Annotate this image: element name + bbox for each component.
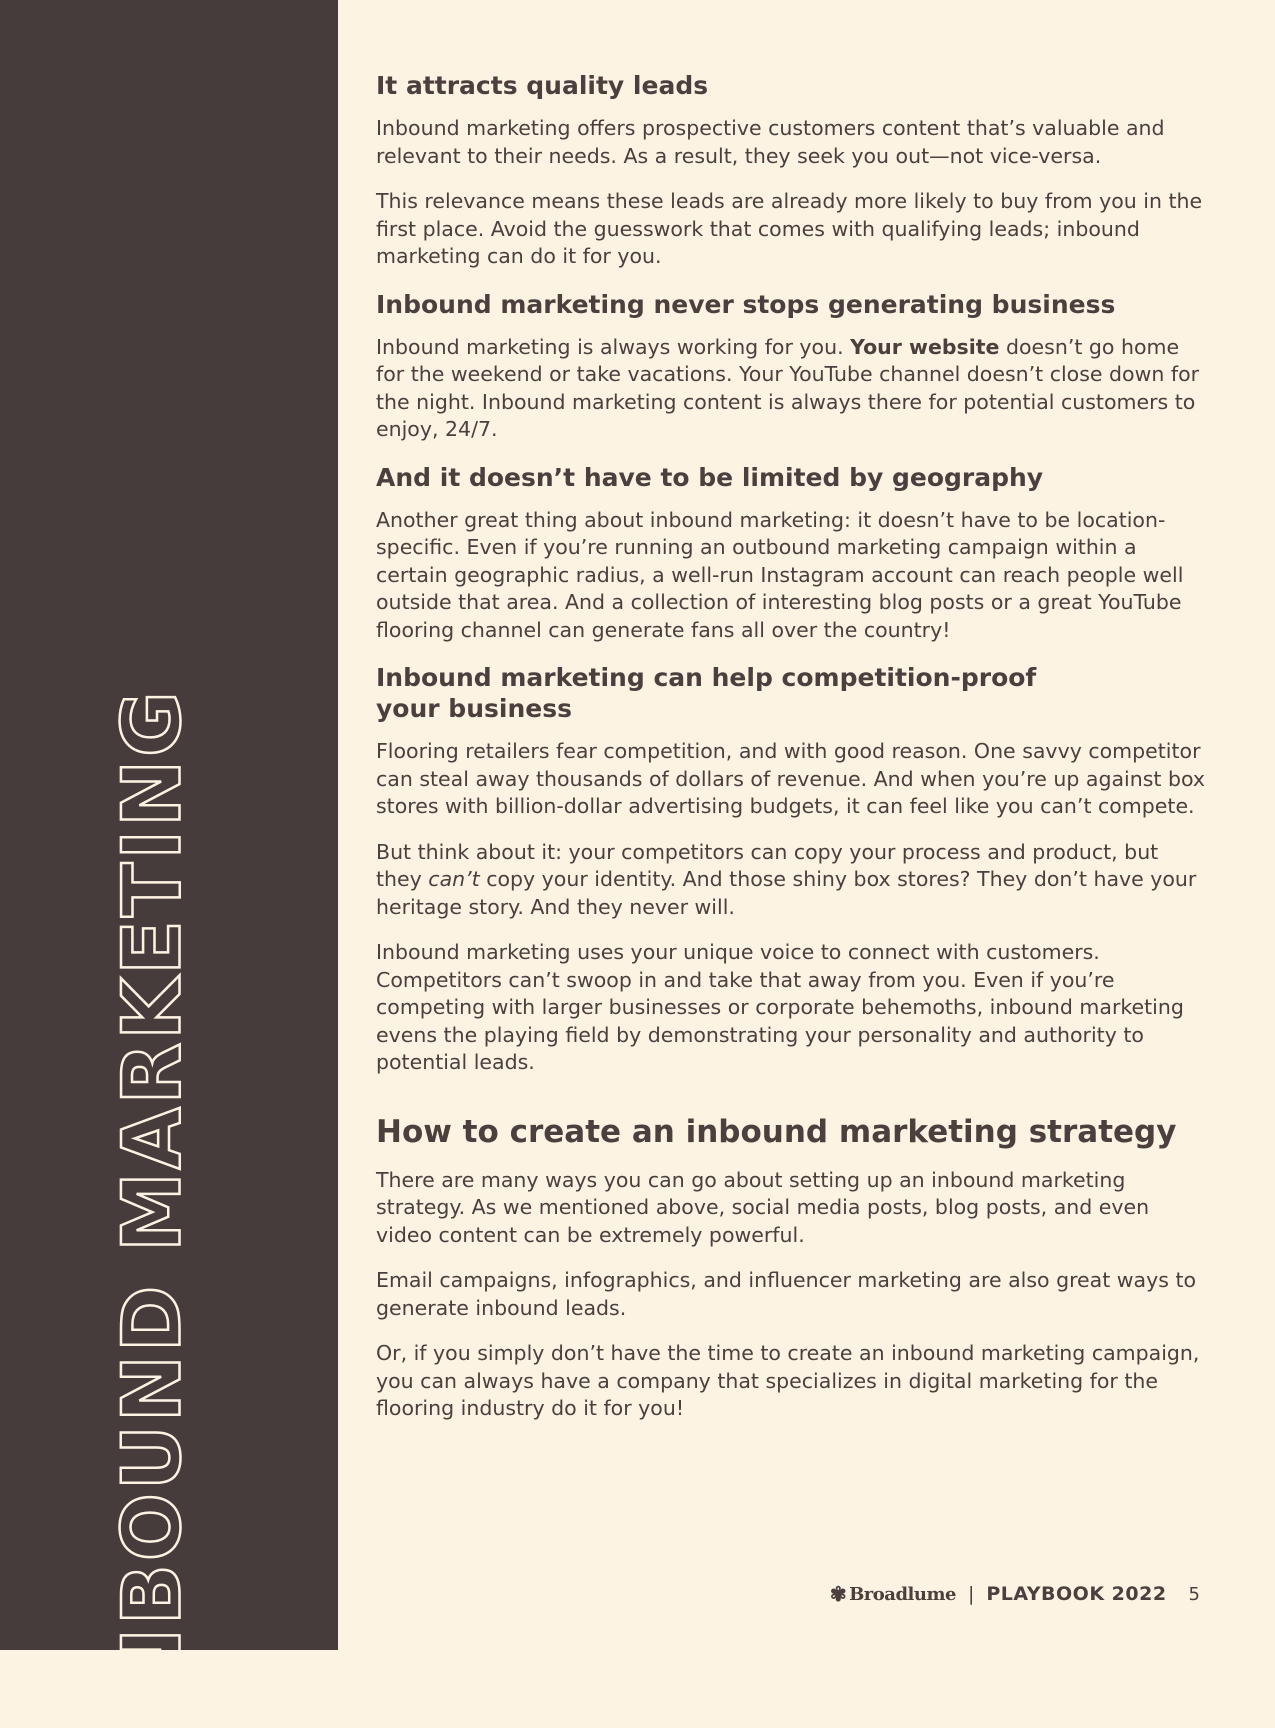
- bold-text: Your website: [850, 334, 1000, 359]
- paragraph: Or, if you simply don’t have the time to create an inbound marketing campaign, you can always have a company that specializes in digital marketing for the flooring industry do it for you!: [376, 1341, 1200, 1420]
- italic-text: can’t: [428, 867, 480, 891]
- section-heading-strategy: How to create an inbound marketing strategy: [376, 1113, 1177, 1150]
- section-heading-never-stops: Inbound marketing never stops generating business: [376, 289, 1116, 319]
- text-run: But think about it: your competitors can copy your process and product, but they: [376, 839, 1159, 891]
- flower-icon: ✾: [829, 1582, 847, 1606]
- paragraph: Another great thing about inbound marketing: it doesn’t have to be location-specific. Even if you’re running an outbound marketing campaign within a certain geographic radius, a well-run Instagram account can reach people well outside that area. And a collection of interesting blog posts or a great YouTube flooring channel can generate fans all over the country!: [376, 507, 1184, 642]
- paragraph: [376, 334, 1206, 444]
- text-run: doesn’t go home for the weekend or take vacations. Your YouTube channel doesn’t close down for the night. Inbound marketing content is always there for potential customers to enjoy, 24/7.: [376, 334, 1200, 441]
- publication-title: PLAYBOOK 2022: [986, 1583, 1167, 1605]
- text-run: copy your identity. And those shiny box stores? They don’t have your heritage story. And they never will.: [376, 867, 1197, 919]
- brand-name: Broadlume: [849, 1583, 956, 1605]
- paragraph: This relevance means these leads are already more likely to buy from you in the first place. Avoid the guesswork that comes with qualifying leads; inbound marketing can do it for you.: [376, 189, 1203, 268]
- section-heading-quality-leads: It attracts quality leads: [376, 71, 709, 100]
- sidebar-title: INBOUND MARKETING: [105, 688, 199, 1728]
- text-run: Inbound marketing is always working for you.: [376, 334, 851, 359]
- paragraph: Inbound marketing offers prospective customers content that’s valuable and relevant to their needs. As a result, they seek you out—not vice-versa.: [376, 116, 1165, 168]
- paragraph: Inbound marketing uses your unique voice to connect with customers. Competitors can’t swoop in and take that away from you. Even if you’re competing with larger businesses or corporate behemoths, inbound marketing evens the playing field by demonstrating your personality and authority to potential leads.: [376, 940, 1184, 1074]
- footer-separator: |: [967, 1583, 975, 1605]
- paragraph: [376, 839, 1206, 922]
- page-footer: [830, 1582, 1200, 1606]
- paragraph: Flooring retailers fear competition, and with good reason. One savvy competitor can steal away thousands of dollars of revenue. And when you’re up against box stores with billion-dollar advertising budgets, it can feel like you can’t compete.: [376, 739, 1205, 818]
- main-content: [376, 66, 1206, 1441]
- brand-logo: [830, 1582, 956, 1606]
- paragraph: There are many ways you can go about setting up an inbound marketing strategy. As we mentioned above, social media posts, blog posts, and even video content can be extremely powerful.: [376, 1167, 1150, 1247]
- page-number: 5: [1188, 1583, 1200, 1605]
- paragraph: Email campaigns, infographics, and influencer marketing are also great ways to generate inbound leads.: [376, 1268, 1197, 1320]
- section-heading-geography: And it doesn’t have to be limited by geography: [376, 462, 1044, 492]
- sidebar: [0, 0, 338, 1728]
- section-heading-competition-proof: Inbound marketing can help competition-proof your business: [376, 663, 1037, 723]
